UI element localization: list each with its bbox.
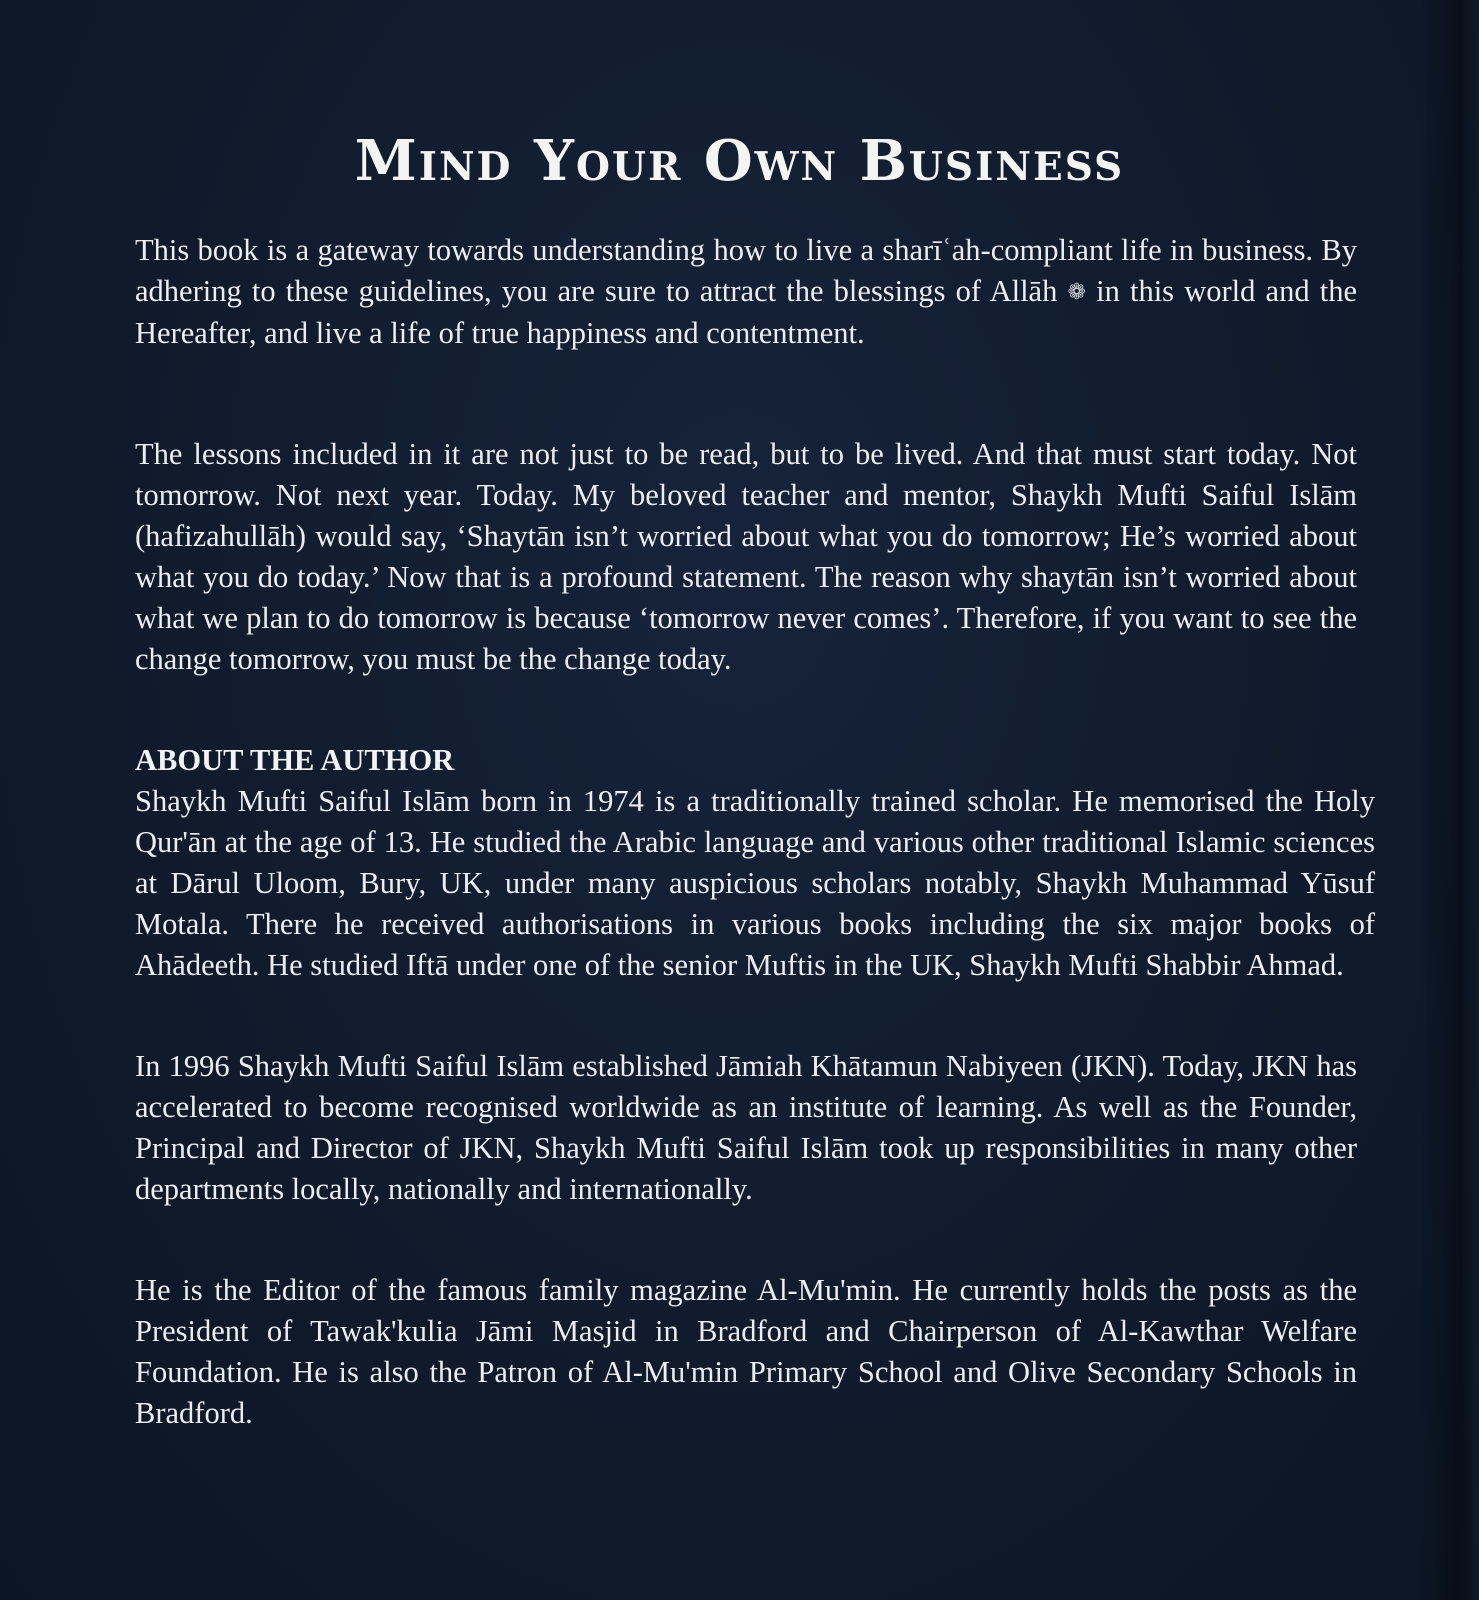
about-author-paragraph-3: He is the Editor of the famous family magazine Al-Mu'min. He currently holds the posts as the President of Tawak'kulia Jāmi Masjid in Bradford and Chairperson of Al-Kawthar Welfare Foundation. He is also the Patron of Al-Mu'min Primary School and Olive Secondary Schools in Bradford. bbox=[135, 1273, 1357, 1430]
blurb-paragraph-1-end: in this world and the Hereafter, and live a life of true happiness and contentment. bbox=[135, 274, 1357, 350]
blurb-paragraph-1-start: This book is a gateway towards understanding how to live a sharīʿah-compliant life in business. By adhering to these guidelines, you are sure to attract the blessings of Allāh bbox=[135, 233, 1357, 308]
book-title: Mind Your Own Business bbox=[354, 128, 1125, 194]
blurb-paragraph-1 bbox=[135, 230, 1357, 354]
honorific-glyph-icon: ❁ bbox=[1067, 280, 1086, 305]
blurb-paragraph-2: The lessons included in it are not just to be read, but to be lived. And that must start today. Not tomorrow. Not next year. Today. My beloved teacher and mentor, Shaykh Mufti Saiful Islām (hafizahullāh) would say, ‘Shaytān isn’t worried about what you do tomorrow; He’s worried about what you do today.’ Now that is a profound statement. The reason why shaytān isn’t worried about what we plan to do tomorrow is because ‘tomorrow never comes’. Therefore, if you want to see the change tomorrow, you must be the change today. bbox=[135, 437, 1357, 676]
spine-shadow bbox=[1419, 0, 1479, 1600]
about-author-paragraph-2: In 1996 Shaykh Mufti Saiful Islām established Jāmiah Khātamun Nabiyeen (JKN). Today, JKN has accelerated to become recognised worldwide as an institute of learning. As well as the Founder, Principal and Director of JKN, Shaykh Mufti Saiful Islām took up responsibilities in many other departments locally, nationally and internationally. bbox=[135, 1049, 1357, 1206]
about-author-heading: ABOUT THE AUTHOR bbox=[135, 743, 455, 777]
about-author-paragraph-1: Shaykh Mufti Saiful Islām born in 1974 is a traditionally trained scholar. He memorised the Holy Qur'ān at the age of 13. He studied the Arabic language and various other traditional Islamic sciences at Dārul Uloom, Bury, UK, under many auspicious scholars notably, Shaykh Muhammad Yūsuf Motala. There he received authorisations in various books including the six major books of Ahādeeth. He studied Iftā under one of the senior Muftis in the UK, Shaykh Mufti Shabbir Ahmad. bbox=[135, 784, 1375, 982]
